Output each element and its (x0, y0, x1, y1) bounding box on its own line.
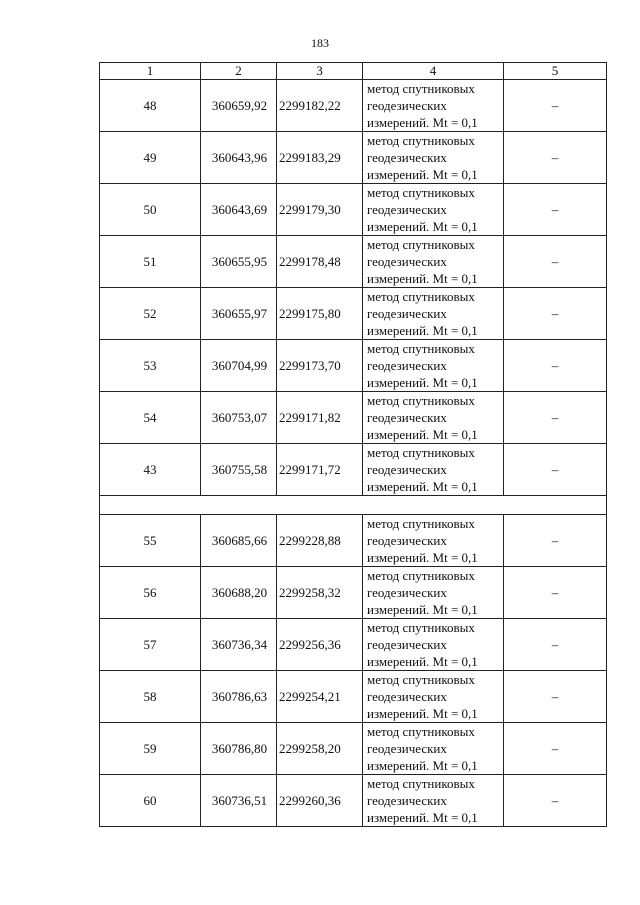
method-line-1: метод спутниковых (367, 341, 475, 356)
method-description (363, 80, 504, 132)
method-line-2: геодезических (367, 150, 447, 165)
coordinates-table (99, 62, 607, 827)
coordinate-x: 360755,58 (201, 444, 277, 496)
point-number: 52 (100, 288, 201, 340)
separator-row (100, 496, 607, 515)
method-line-1: метод спутниковых (367, 81, 475, 96)
coordinate-y: 2299256,36 (277, 619, 363, 671)
coordinate-x: 360655,97 (201, 288, 277, 340)
method-line-1: метод спутниковых (367, 393, 475, 408)
method-line-3: измерений. Mt = 0,1 (367, 375, 478, 390)
method-line-3: измерений. Mt = 0,1 (367, 602, 478, 617)
point-number: 51 (100, 236, 201, 288)
note-cell: – (504, 723, 607, 775)
point-number: 49 (100, 132, 201, 184)
coordinate-y: 2299260,36 (277, 775, 363, 827)
method-description (363, 236, 504, 288)
point-number: 54 (100, 392, 201, 444)
point-number: 55 (100, 515, 201, 567)
table-row (100, 340, 607, 392)
header-col-5: 5 (504, 63, 607, 80)
method-line-2: геодезических (367, 254, 447, 269)
point-number: 58 (100, 671, 201, 723)
method-line-1: метод спутниковых (367, 185, 475, 200)
method-line-1: метод спутниковых (367, 776, 475, 791)
method-description (363, 515, 504, 567)
method-line-1: метод спутниковых (367, 133, 475, 148)
table-row (100, 515, 607, 567)
method-description (363, 723, 504, 775)
note-cell: – (504, 340, 607, 392)
note-cell: – (504, 671, 607, 723)
method-line-3: измерений. Mt = 0,1 (367, 115, 478, 130)
method-line-1: метод спутниковых (367, 672, 475, 687)
method-line-1: метод спутниковых (367, 237, 475, 252)
method-description (363, 444, 504, 496)
point-number: 59 (100, 723, 201, 775)
method-line-2: геодезических (367, 637, 447, 652)
method-line-3: измерений. Mt = 0,1 (367, 654, 478, 669)
table-row (100, 132, 607, 184)
method-description (363, 132, 504, 184)
note-cell: – (504, 515, 607, 567)
table-row (100, 236, 607, 288)
point-number: 57 (100, 619, 201, 671)
method-line-2: геодезических (367, 98, 447, 113)
method-line-2: геодезических (367, 533, 447, 548)
coordinate-x: 360643,69 (201, 184, 277, 236)
method-line-2: геодезических (367, 306, 447, 321)
method-line-3: измерений. Mt = 0,1 (367, 271, 478, 286)
coordinate-x: 360736,51 (201, 775, 277, 827)
coordinate-y: 2299171,72 (277, 444, 363, 496)
table-row (100, 723, 607, 775)
coordinate-x: 360659,92 (201, 80, 277, 132)
table-row (100, 619, 607, 671)
method-line-3: измерений. Mt = 0,1 (367, 810, 478, 825)
method-line-3: измерений. Mt = 0,1 (367, 479, 478, 494)
method-line-3: измерений. Mt = 0,1 (367, 219, 478, 234)
method-description (363, 340, 504, 392)
coordinate-x: 360688,20 (201, 567, 277, 619)
table-row (100, 444, 607, 496)
note-cell: – (504, 444, 607, 496)
coordinate-y: 2299228,88 (277, 515, 363, 567)
note-cell: – (504, 288, 607, 340)
note-cell: – (504, 775, 607, 827)
method-line-2: геодезических (367, 689, 447, 704)
header-col-4: 4 (363, 63, 504, 80)
coordinate-y: 2299254,21 (277, 671, 363, 723)
header-row (100, 63, 607, 80)
coordinate-y: 2299258,32 (277, 567, 363, 619)
coordinate-x: 360786,63 (201, 671, 277, 723)
method-line-1: метод спутниковых (367, 445, 475, 460)
coordinate-x: 360655,95 (201, 236, 277, 288)
method-line-1: метод спутниковых (367, 620, 475, 635)
table-body (100, 80, 607, 827)
note-cell: – (504, 619, 607, 671)
note-cell: – (504, 80, 607, 132)
method-line-2: геодезических (367, 741, 447, 756)
method-description (363, 392, 504, 444)
coordinate-y: 2299173,70 (277, 340, 363, 392)
header-col-2: 2 (201, 63, 277, 80)
table-row (100, 184, 607, 236)
note-cell: – (504, 132, 607, 184)
header-col-1: 1 (100, 63, 201, 80)
table-row (100, 392, 607, 444)
method-line-1: метод спутниковых (367, 289, 475, 304)
coordinate-y: 2299258,20 (277, 723, 363, 775)
page-number: 183 (311, 36, 329, 50)
method-line-1: метод спутниковых (367, 724, 475, 739)
coordinate-y: 2299171,82 (277, 392, 363, 444)
note-cell: – (504, 567, 607, 619)
point-number: 43 (100, 444, 201, 496)
coordinate-y: 2299179,30 (277, 184, 363, 236)
note-cell: – (504, 236, 607, 288)
coordinate-x: 360643,96 (201, 132, 277, 184)
method-description (363, 184, 504, 236)
method-description (363, 288, 504, 340)
method-line-1: метод спутниковых (367, 568, 475, 583)
point-number: 50 (100, 184, 201, 236)
method-line-3: измерений. Mt = 0,1 (367, 323, 478, 338)
method-line-2: геодезических (367, 462, 447, 477)
coordinate-x: 360704,99 (201, 340, 277, 392)
coordinate-x: 360736,34 (201, 619, 277, 671)
point-number: 48 (100, 80, 201, 132)
coordinate-y: 2299182,22 (277, 80, 363, 132)
note-cell: – (504, 392, 607, 444)
table-row (100, 80, 607, 132)
coordinate-y: 2299178,48 (277, 236, 363, 288)
note-cell: – (504, 184, 607, 236)
method-line-2: геодезических (367, 358, 447, 373)
method-line-1: метод спутниковых (367, 516, 475, 531)
method-line-3: измерений. Mt = 0,1 (367, 706, 478, 721)
method-line-2: геодезических (367, 793, 447, 808)
table-row (100, 567, 607, 619)
coordinate-x: 360753,07 (201, 392, 277, 444)
separator-cell (100, 496, 607, 515)
table-row (100, 775, 607, 827)
point-number: 56 (100, 567, 201, 619)
method-description (363, 567, 504, 619)
method-description (363, 619, 504, 671)
point-number: 53 (100, 340, 201, 392)
coordinate-x: 360685,66 (201, 515, 277, 567)
method-line-3: измерений. Mt = 0,1 (367, 167, 478, 182)
method-line-3: измерений. Mt = 0,1 (367, 758, 478, 773)
table-row (100, 288, 607, 340)
point-number: 60 (100, 775, 201, 827)
coordinate-y: 2299175,80 (277, 288, 363, 340)
method-description (363, 671, 504, 723)
table-row (100, 671, 607, 723)
coordinate-y: 2299183,29 (277, 132, 363, 184)
header-col-3: 3 (277, 63, 363, 80)
method-line-2: геодезических (367, 585, 447, 600)
method-line-3: измерений. Mt = 0,1 (367, 550, 478, 565)
coordinate-x: 360786,80 (201, 723, 277, 775)
method-line-2: геодезических (367, 410, 447, 425)
method-line-3: измерений. Mt = 0,1 (367, 427, 478, 442)
method-description (363, 775, 504, 827)
method-line-2: геодезических (367, 202, 447, 217)
